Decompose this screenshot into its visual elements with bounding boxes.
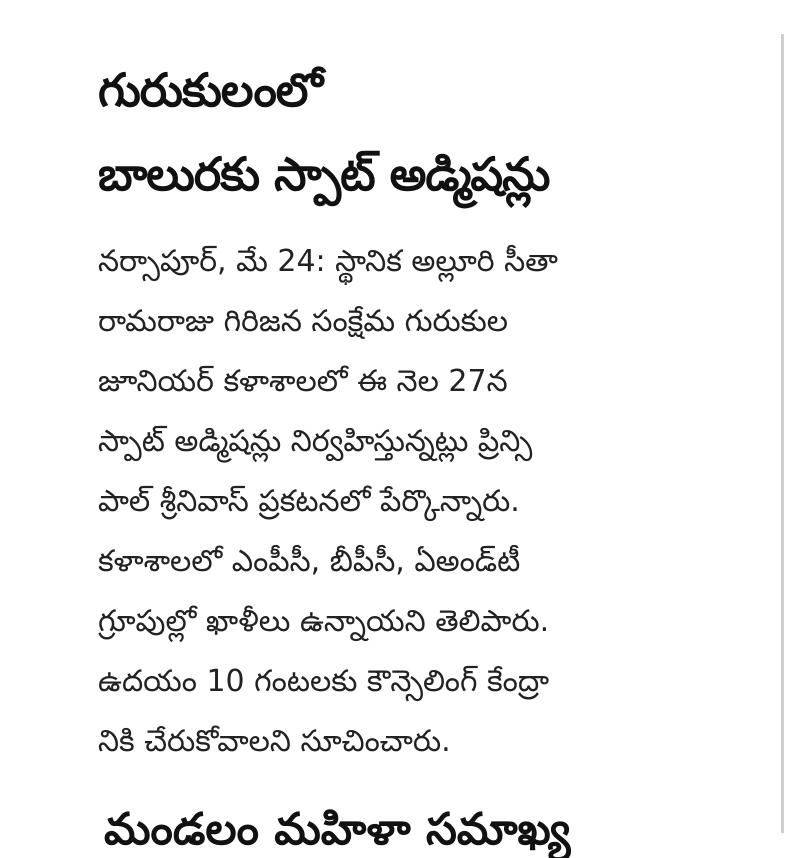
body-line: పాల్ శ్రీనివాస్ ప్రకటనలో పేర్కొన్నారు. — [98, 484, 520, 519]
body-line: జూనియర్ కళాశాలలో ఈ నెల 27న — [98, 364, 508, 399]
next-article-headline: మండలం మహిళా సమాఖ్య — [104, 804, 571, 855]
headline-line: గురుకులంలో — [98, 63, 323, 117]
body-line: స్పాట్ అడ్మిషన్లు నిర్వహిస్తున్నట్లు ప్రిన్సి — [98, 424, 533, 459]
article-headline — [98, 48, 748, 216]
body-line: రామరాజు గిరిజన సంక్షేమ గురుకుల — [98, 304, 508, 339]
body-line: కళాశాలలో ఎంపీసీ, బీపీసీ, ఏఅండ్‌టీ — [98, 544, 521, 579]
body-line: నర్సాపూర్, మే 24: స్థానిక అల్లూరి సీతా — [98, 244, 558, 279]
body-line: నికి చేరుకోవాలని సూచించారు. — [98, 724, 451, 759]
body-line: గ్రూపుల్లో ఖాళీలు ఉన్నాయని తెలిపారు. — [98, 604, 550, 639]
article-body — [98, 232, 748, 772]
headline-line: బాలురకు స్పాట్ అడ్మిషన్లు — [98, 147, 550, 201]
body-line: ఉదయం 10 గంటలకు కౌన్సెలింగ్ కేంద్రా — [98, 664, 550, 699]
column-divider — [781, 34, 784, 833]
news-article — [98, 48, 748, 772]
